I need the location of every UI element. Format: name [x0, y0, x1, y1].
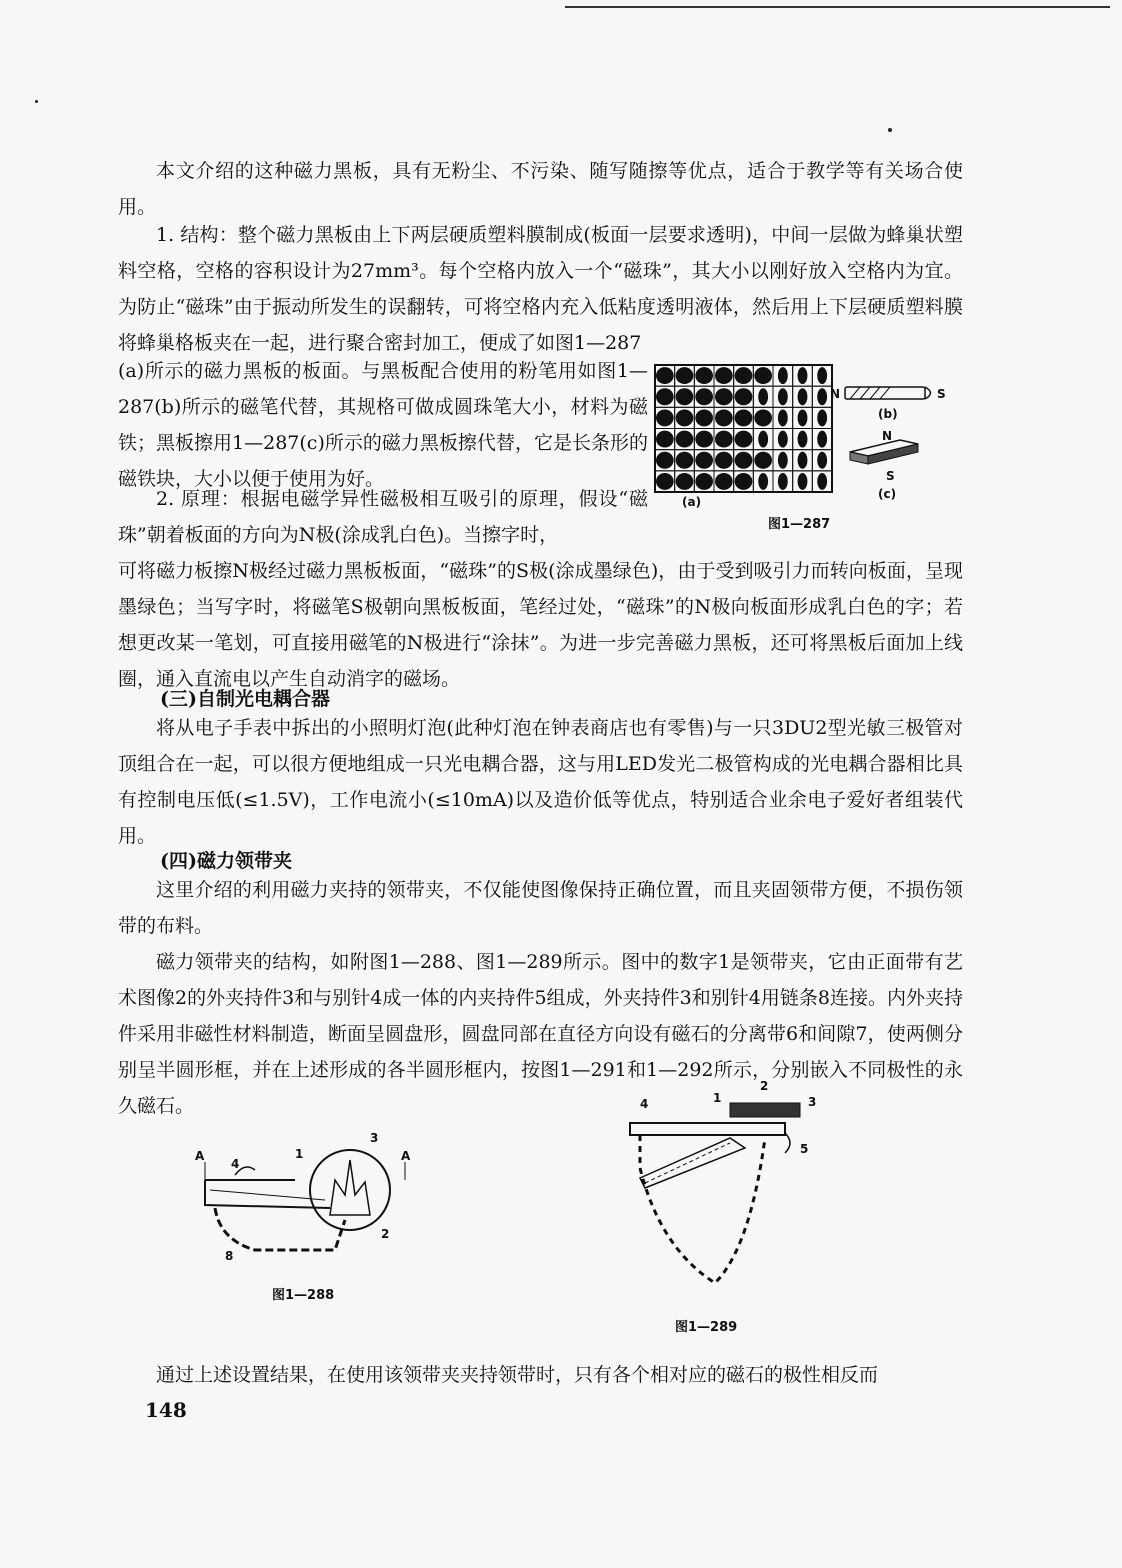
magnetic-bead [798, 431, 808, 448]
paragraph-last: 通过上述设置结果，在使用该领带夹夹持领带时，只有各个相对应的磁石的极性相反而 [156, 1364, 879, 1386]
svg-text:3: 3 [370, 1131, 379, 1145]
paragraph-structure: 1. 结构：整个磁力黑板由上下两层硬质塑料膜制成(板面一层要求透明)，中间一层做为蜂巢状塑料空格，空格的容积设计为27mm³。每个空格内放入一个“磁珠”，其大小以刚好放入空格内为宜。为防止“磁珠”由于振动所发生的误翻转，可将空格内充入低粘度透明液体，然后用上下层硬质塑料膜将蜂巢格板夹在一起，进行聚合密封加工，便成了如图1—287 [118, 224, 963, 354]
svg-text:2: 2 [760, 1079, 769, 1093]
magnetic-bead [754, 367, 772, 384]
magnetic-bead [656, 409, 674, 426]
figure-caption-289: 图1—289 [675, 1320, 738, 1335]
eraser-pole-n: N [882, 429, 893, 443]
magnetic-bead [656, 367, 674, 384]
magnetic-bead [695, 473, 713, 490]
header-rule [565, 6, 1110, 8]
magnetic-bead [676, 452, 694, 469]
magnetic-bead [754, 452, 772, 469]
svg-text:8: 8 [225, 1249, 234, 1263]
magnetic-bead [715, 473, 733, 490]
scan-speck [888, 128, 892, 132]
magnetic-bead [695, 388, 713, 405]
svg-text:1: 1 [713, 1091, 722, 1105]
magnetic-bead [798, 367, 808, 384]
heading-section4: (四)磁力领带夹 [160, 850, 292, 872]
magnetic-bead [656, 452, 674, 469]
tie-clip-chain [215, 1208, 345, 1250]
figure-caption-288: 图1—288 [272, 1288, 335, 1303]
magnetic-bead [676, 367, 694, 384]
magnetic-bead [735, 388, 753, 405]
page-number: 148 [145, 1398, 187, 1422]
label-c: (c) [878, 487, 897, 501]
pen-pole-n: N [830, 387, 841, 401]
magnetic-bead [676, 409, 694, 426]
magnetic-bead [758, 431, 768, 448]
svg-text:4: 4 [640, 1097, 649, 1111]
magnetic-bead [817, 367, 827, 384]
magnetic-bead [676, 388, 694, 405]
svg-text:1: 1 [295, 1147, 304, 1161]
magnetic-bead [735, 431, 753, 448]
magnetic-bead [778, 388, 788, 405]
magnetic-bead [798, 409, 808, 426]
magnetic-bead [798, 388, 808, 405]
svg-text:3: 3 [808, 1095, 817, 1109]
label-a: (a) [682, 495, 702, 509]
magnetic-bead [715, 388, 733, 405]
magnetic-bead [695, 409, 713, 426]
magnetic-bead [695, 452, 713, 469]
magnetic-bead [715, 409, 733, 426]
paragraph-section4-1: 这里介绍的利用磁力夹持的领带夹，不仅能使图像保持正确位置，而且夹固领带方便，不损伤领带的布料。 [118, 879, 963, 937]
magnetic-bead [656, 473, 674, 490]
magnetic-bead [817, 431, 827, 448]
magnetic-bead [778, 473, 788, 490]
paragraph-intro: 本文介绍的这种磁力黑板，具有无粉尘、不污染、随写随擦等优点，适合于教学等有关场合使用。 [118, 160, 963, 218]
magnetic-bead [715, 452, 733, 469]
svg-text:2: 2 [381, 1227, 390, 1241]
magnetic-bead [735, 473, 753, 490]
magnetic-bead [695, 431, 713, 448]
magnetic-bead [778, 367, 788, 384]
svg-text:A: A [195, 1149, 205, 1163]
magnetic-bead [758, 388, 768, 405]
svg-text:4: 4 [231, 1157, 240, 1171]
heading-section3: (三)自制光电耦合器 [160, 688, 330, 710]
label-b: (b) [878, 407, 898, 421]
eraser-pole-s: S [886, 469, 895, 483]
figure-1-287 [650, 360, 960, 510]
svg-text:A: A [401, 1149, 411, 1163]
magnetic-bead [778, 409, 788, 426]
magnetic-bead [715, 367, 733, 384]
paragraph-section3: 将从电子手表中拆出的小照明灯泡(此种灯泡在钟表商店也有零售)与一只3DU2型光敏三极管对顶组合在一起，可以很方便地组成一只光电耦合器，这与用LED发光二极管构成的光电耦合器相比具有控制电压低(≤1.5V)，工作电流小(≤10mA)以及造价低等优点，特别适合业余电子爱好者组装代用。 [118, 717, 963, 847]
magnetic-bead [817, 388, 827, 405]
magnetic-bead [778, 431, 788, 448]
paragraph-principle-cont: 可将磁力板擦N极经过磁力黑板板面，“磁珠”的S极(涂成墨绿色)，由于受到吸引力而转向板面，呈现墨绿色；当写字时，将磁笔S极朝向黑板板面，笔经过处，“磁珠”的N极向板面形成乳白色的字；若想更改某一笔划，可直接用磁笔的N极进行“涂抹”。为进一步完善磁力黑板，还可将黑板后面加上线圈，通入直流电以产生自动消字的磁场。 [118, 560, 963, 690]
magnetic-bead [754, 409, 772, 426]
magnetic-bead [715, 431, 733, 448]
magnetic-bead [735, 452, 753, 469]
paragraph-section4-2: 磁力领带夹的结构，如附图1—288、图1—289所示。图中的数字1是领带夹，它由正面带有艺术图像2的外夹持件3和与别针4成一体的内夹持件5组成，外夹持件3和别针4用链条8连接。内外夹持件采用非磁性材料制造，断面呈圆盘形，圆盘同部在直径方向设有磁石的分离带6和间隙7，使两侧分别呈半圆形框，并在上述形成的各半圆形框内，按图1—291和1—292所示，分别嵌入不同极性的永久磁石。 [118, 951, 963, 1117]
magnetic-bead [817, 452, 827, 469]
magnetic-bead [817, 409, 827, 426]
magnetic-bead [798, 452, 808, 469]
figure-caption-287: 图1—287 [768, 517, 831, 532]
magnetic-bead [656, 388, 674, 405]
svg-text:5: 5 [800, 1142, 809, 1156]
figure-1-288 [185, 1120, 425, 1280]
magnetic-bead [735, 409, 753, 426]
magnetic-bead [798, 473, 808, 490]
paragraph-principle: 2. 原理：根据电磁学异性磁极相互吸引的原理，假设“磁珠”朝着板面的方向为N极(涂成乳白色)。当擦字时， [118, 488, 648, 546]
tie-clip-chain-289 [640, 1135, 765, 1283]
magnetic-bead [758, 473, 768, 490]
magnetic-bead [676, 431, 694, 448]
scan-speck [35, 100, 38, 103]
magnetic-bead [656, 431, 674, 448]
magnetic-bead [817, 473, 827, 490]
magnetic-bead [676, 473, 694, 490]
paragraph-structure-cont: (a)所示的磁力黑板的板面。与黑板配合使用的粉笔用如图1—287(b)所示的磁笔代替，其规格可做成圆珠笔大小，材料为磁铁；黑板擦用1—287(c)所示的磁力黑板擦代替，它是长条形的磁铁块，大小以便于使用为好。 [118, 360, 648, 490]
pen-pole-s: S [937, 387, 946, 401]
board-grid-cells [655, 365, 832, 492]
magnetic-bead [695, 367, 713, 384]
magnetic-bead [778, 452, 788, 469]
magnetic-bead [735, 367, 753, 384]
figure-1-289 [600, 1078, 830, 1308]
